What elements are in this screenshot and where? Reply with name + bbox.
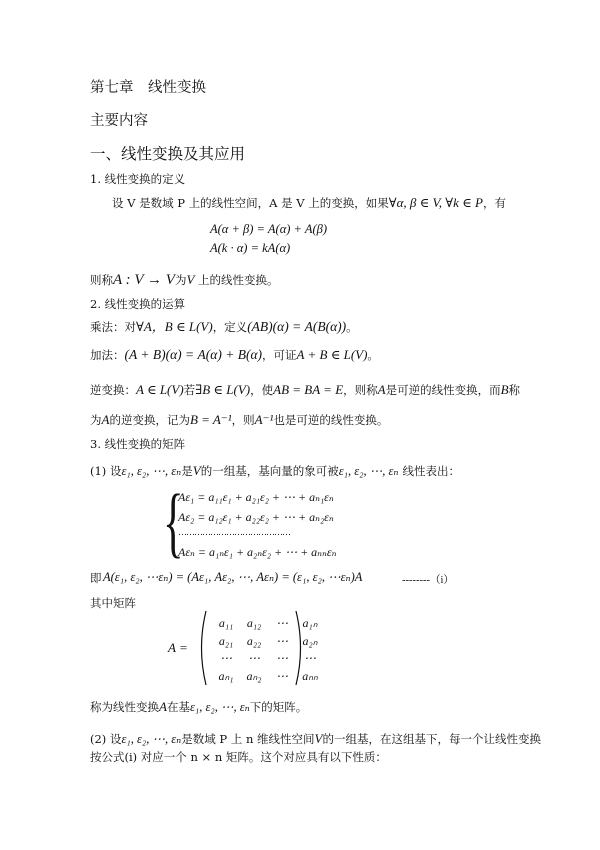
- p2-prefix: (2) 设: [90, 732, 122, 746]
- inv2-suffix: 也是可逆的线性变换。: [273, 413, 389, 427]
- add-mid: ，可证: [262, 348, 297, 362]
- matrix-cell: ⋯: [276, 669, 288, 683]
- p1-basis: ε₁, ε₂, ⋯, εₙ: [121, 464, 182, 478]
- inv-text-2: 是可逆的线性变换，而: [385, 383, 501, 397]
- mult-formula: (AB)(α) = A(B(α)): [247, 319, 347, 334]
- add-label: 加法：: [90, 348, 125, 362]
- system-row-n: Aεₙ = a₁ₙε₁ + a₂ₙε₂ + ⋯ + aₙₙεₙ: [178, 545, 337, 559]
- add-result: A + B ∈ L(V): [296, 347, 368, 362]
- inv2-A-inverse: A⁻¹: [254, 412, 274, 427]
- then-called-suffix: 上的线性变换。: [194, 273, 279, 287]
- chapter-title: 第七章 线性变换: [90, 80, 206, 96]
- then-called-wei: 为: [174, 273, 187, 287]
- main-content-heading: 主要内容: [90, 113, 148, 129]
- mult-quantifier: ∀A，B ∈ L(V): [136, 319, 213, 334]
- p1-suffix: 线性表出：: [402, 464, 460, 478]
- matrix-cell: ⋯: [276, 634, 288, 648]
- inv2-prefix: 为: [90, 413, 102, 427]
- matrix-cell: aₙ₁: [218, 669, 234, 683]
- item-3-heading: 3. 线性变换的矩阵: [90, 437, 186, 451]
- matrix-cell: a₁₂: [246, 616, 262, 630]
- matrix-cell: a₂₁: [218, 634, 234, 648]
- ji-label: 即: [90, 571, 102, 585]
- called-basis: ε₁, ε₂, ⋯, εₙ: [189, 700, 250, 714]
- matrix-cell: aₙ₂: [246, 669, 262, 683]
- called-matrix-line: [90, 699, 307, 715]
- inv2-then: ，则: [231, 413, 255, 427]
- map-notation: A : V → V: [113, 272, 175, 288]
- paragraph-1: [90, 463, 460, 479]
- space-V: V: [186, 272, 195, 287]
- p2-basis: ε₁, ε₂, ⋯, εₙ: [121, 732, 182, 746]
- multiplication-line: [90, 319, 358, 335]
- inverse-line-2: [90, 412, 388, 428]
- matrix-lhs: A =: [168, 640, 188, 655]
- inv-text-1: ，则称: [343, 383, 378, 397]
- matrix-intro: 其中矩阵: [90, 596, 136, 610]
- inv-label: 逆变换：: [90, 383, 136, 397]
- inv-equation: AB = BA = E: [273, 382, 344, 397]
- p2-text-2: 的一组基，在这组基下，每一个让线性变换: [322, 732, 541, 746]
- matrix-cell: ⋯: [276, 616, 288, 630]
- inv-text-3: 称: [508, 383, 521, 397]
- inv2-text: 的逆变换，记为: [109, 413, 190, 427]
- system-brace: {: [163, 478, 184, 565]
- matrix-cell: ⋯: [248, 651, 260, 665]
- item-1-heading: 1. 线性变换的定义: [90, 172, 186, 186]
- inv2-symbol-A: A: [101, 412, 110, 427]
- matrix-cell: a₁₁: [218, 616, 234, 630]
- paragraph-2-line-2: 按公式(i) 对应一个 n × n 矩阵。这个对应具有以下性质：: [90, 750, 387, 764]
- then-called-line: [90, 271, 279, 289]
- matrix-cell: a₂ₙ: [302, 634, 318, 648]
- equation-homogeneity: A(k · α) = kA(α): [210, 241, 291, 255]
- p1-prefix: (1) 设: [90, 464, 122, 478]
- paragraph-2-line-1: [90, 731, 541, 747]
- def-text-a: 设 V 是数域 P 上的线性空间，A 是 V 上的变换，如果: [112, 196, 389, 210]
- inv-if: 若: [183, 383, 196, 397]
- add-formula: (A + B)(α) = A(α) + B(α): [124, 347, 263, 362]
- def-text-b: ，有: [482, 196, 506, 210]
- inv-cond-2: ∃B ∈ L(V): [195, 382, 251, 397]
- called-prefix: 称为线性变换: [90, 700, 159, 714]
- matrix-cell: ⋯: [276, 651, 288, 665]
- matrix-equation: A(ε₁, ε₂, ⋯εₙ) = (Aε₁, Aε₂, ⋯, Aεₙ) = (ε₁, ε₂, ⋯εₙ)A: [103, 570, 363, 584]
- p1-text: 的一组基，基向量的象可被: [200, 464, 339, 478]
- matrix-cell: ⋯: [220, 651, 232, 665]
- called-suffix: 下的矩阵。: [249, 700, 308, 714]
- mult-end: 。: [346, 320, 358, 334]
- called-symbol-A: A: [159, 699, 167, 714]
- addition-line: [90, 347, 379, 363]
- def-quantifier: ∀α, β ∈ V, ∀k ∈ P: [388, 195, 483, 210]
- then-called-prefix: 则称: [90, 273, 113, 287]
- p2-text-1: 是数域 P 上 n 维线性空间: [181, 732, 315, 746]
- matrix-cell: aₙₙ: [302, 669, 318, 683]
- inv2-formula: B = A⁻¹: [189, 412, 232, 427]
- inv-symbol-A: A: [377, 382, 386, 397]
- system-row-2: Aε₂ = a₁₂ε₁ + a₂₂ε₂ + ⋯ + aₙ₂εₙ: [178, 510, 334, 524]
- inv-mid: ，使: [250, 383, 274, 397]
- add-end: 。: [367, 348, 379, 362]
- section-heading: 一、线性变换及其应用: [90, 145, 246, 163]
- inv-symbol-B: B: [500, 382, 509, 397]
- mult-def: ，定义: [212, 320, 248, 334]
- p1-basis-2: ε₁, ε₂, ⋯, εₙ: [338, 464, 399, 478]
- p1-space-V: V: [192, 463, 201, 478]
- mult-label: 乘法：对: [90, 320, 136, 334]
- p1-shi: 是: [181, 464, 193, 478]
- called-in-basis: 在基: [166, 700, 190, 714]
- system-row-1: Aε₁ = a₁₁ε₁ + a₂₁ε₂ + ⋯ + aₙ₁εₙ: [178, 490, 334, 504]
- item-2-heading: 2. 线性变换的运算: [90, 297, 186, 311]
- inverse-line-1: [90, 382, 520, 398]
- equation-additivity: A(α + β) = A(α) + A(β): [210, 222, 328, 236]
- system-row-ellipsis: ……………………………………: [178, 527, 290, 537]
- definition-line: [112, 195, 506, 211]
- p2-space-V: V: [314, 731, 323, 746]
- matrix-cell: a₂₂: [246, 634, 262, 648]
- inv-cond-1: A ∈ L(V): [136, 382, 184, 397]
- equation-tag: --------（i）: [402, 575, 454, 586]
- matrix-cell: a₁ₙ: [302, 616, 318, 630]
- matrix-cell: ⋯: [304, 651, 316, 665]
